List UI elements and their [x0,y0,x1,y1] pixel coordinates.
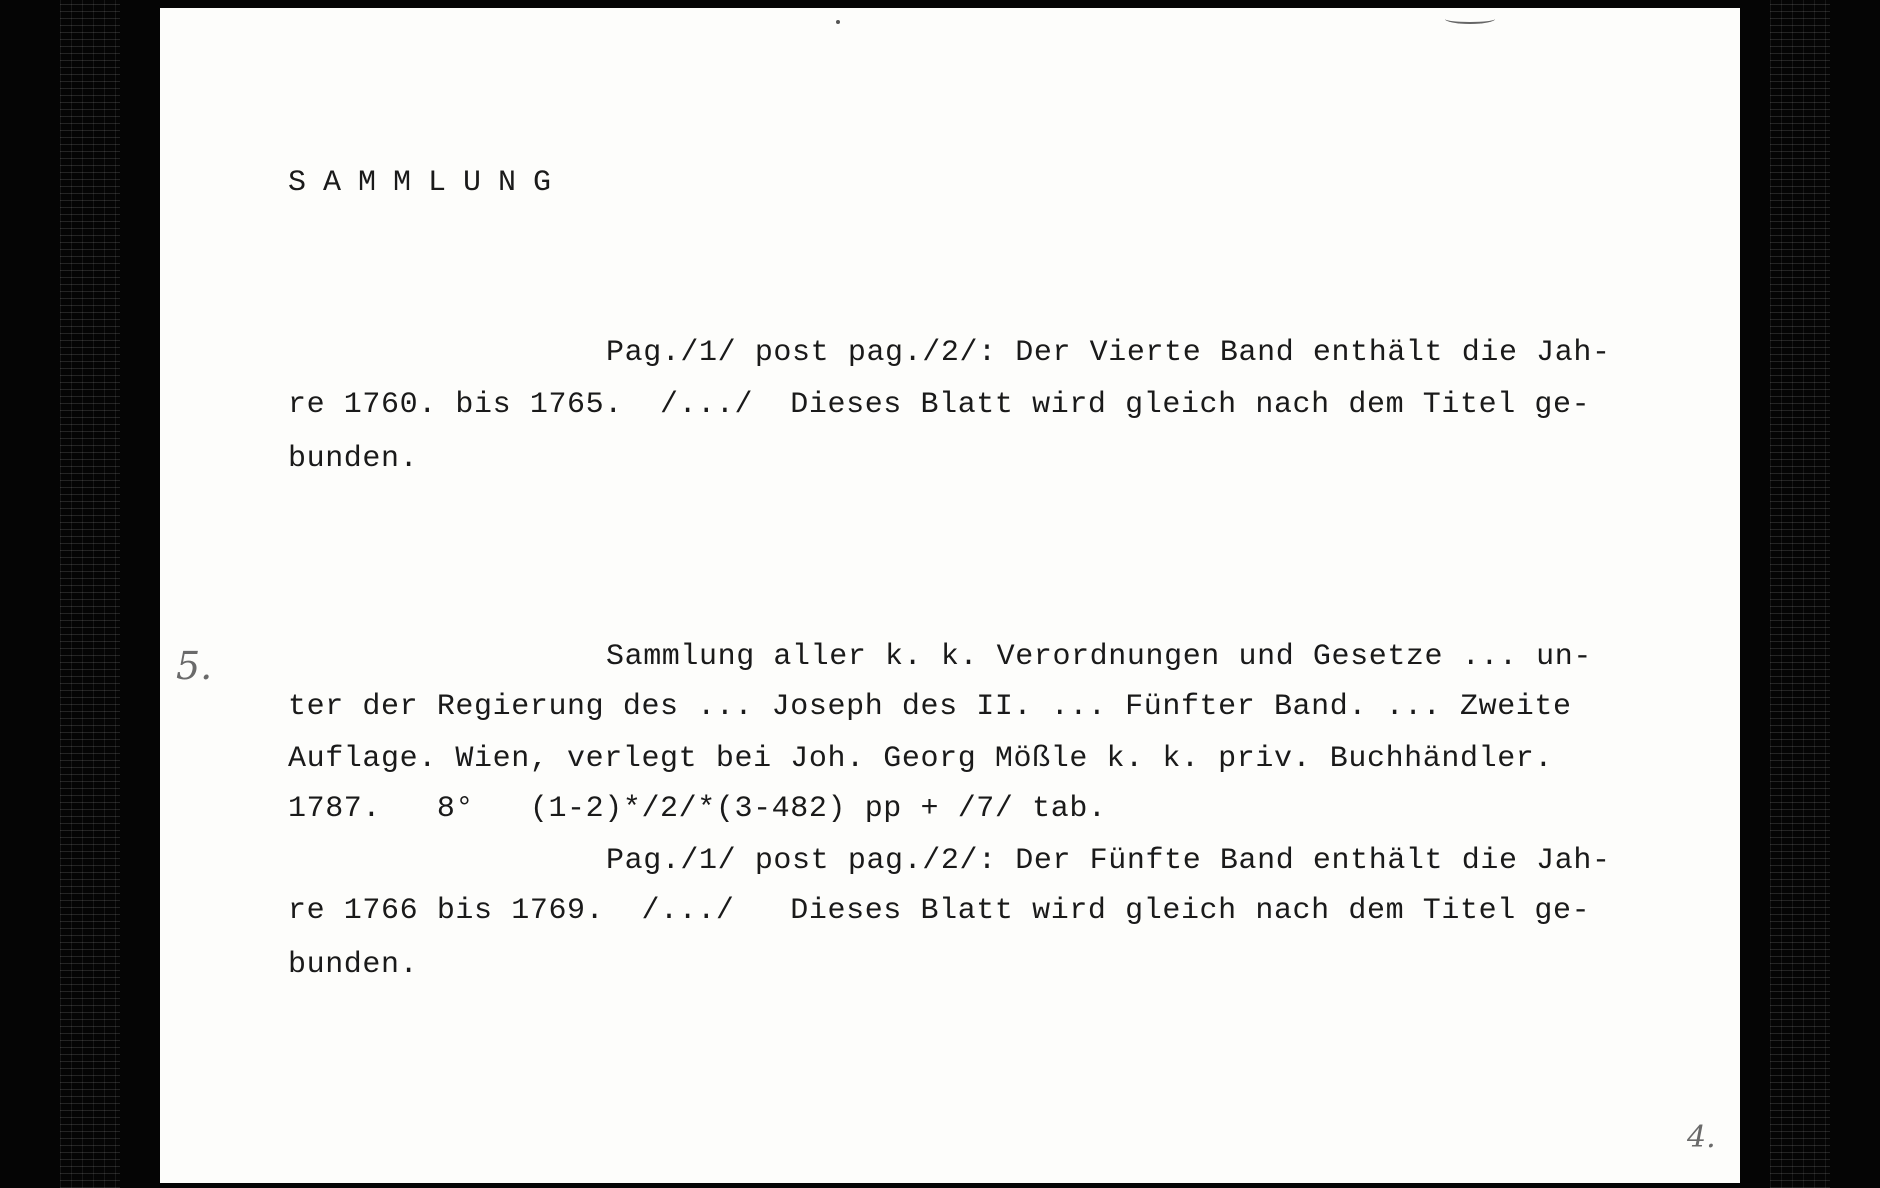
left-film-border [60,0,120,1188]
catalog-card [160,8,1740,1183]
entry-2-line-4: 1787. 8° (1-2)*/2/*(3-482) pp + /7/ tab. [288,792,1107,826]
entry-1-line-3: bunden. [288,442,419,476]
entry-2-line-5: Pag./1/ post pag./2/: Der Fünfte Band enthält die Jah- [606,844,1611,878]
ink-speck [836,20,840,24]
entry-2-line-6: re 1766 bis 1769. /.../ Dieses Blatt wird gleich nach dem Titel ge- [288,894,1591,928]
card-heading: SAMMLUNG [288,166,569,200]
entry-2-line-2: ter der Regierung des ... Joseph des II. ... Fünfter Band. ... Zweite [288,690,1572,724]
right-film-border [1770,0,1830,1188]
ink-stroke [1445,14,1495,24]
entry-1-line-2: re 1760. bis 1765. /.../ Dieses Blatt wird gleich nach dem Titel ge- [288,388,1591,422]
entry-2-line-7: bunden. [288,948,419,982]
entry-2-line-3: Auflage. Wien, verlegt bei Joh. Georg Mößle k. k. priv. Buchhändler. [288,742,1553,776]
entry-2-line-1: Sammlung aller k. k. Verordnungen und Gesetze ... un- [606,640,1592,674]
page-number: 4. [1687,1120,1716,1155]
entry-1-line-1: Pag./1/ post pag./2/: Der Vierte Band enthält die Jah- [606,336,1611,370]
volume-number: 5. [176,644,213,688]
